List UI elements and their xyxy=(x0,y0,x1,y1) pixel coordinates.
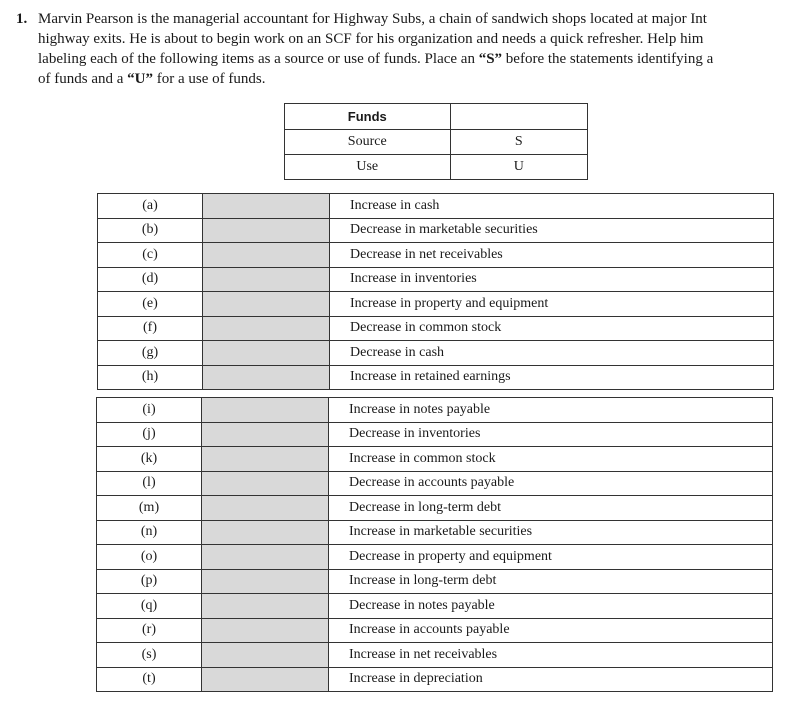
item-label: (n) xyxy=(97,520,202,545)
item-statement: Increase in property and equipment xyxy=(330,292,774,317)
table-row xyxy=(97,447,773,472)
table-row xyxy=(98,218,774,243)
answer-field[interactable] xyxy=(202,569,329,594)
question-line-3: labeling each of the following items as a source or use of funds. Place an “S” before the statements identifying a xyxy=(38,51,714,67)
table-row xyxy=(97,643,773,668)
item-statement: Increase in net receivables xyxy=(329,643,773,668)
table-row xyxy=(97,618,773,643)
legend-header: Funds xyxy=(285,104,451,130)
item-label: (e) xyxy=(98,292,203,317)
answer-field[interactable] xyxy=(203,316,330,341)
legend-code: S xyxy=(450,130,588,155)
item-label: (m) xyxy=(97,496,202,521)
table-row xyxy=(98,267,774,292)
answer-field[interactable] xyxy=(202,594,329,619)
legend-row-use xyxy=(285,155,588,180)
answer-field[interactable] xyxy=(202,447,329,472)
item-label: (h) xyxy=(98,365,203,390)
item-label: (s) xyxy=(97,643,202,668)
answer-field[interactable] xyxy=(202,618,329,643)
item-label: (p) xyxy=(97,569,202,594)
item-label: (r) xyxy=(97,618,202,643)
item-label: (t) xyxy=(97,667,202,692)
question-line-4: of funds and a “U” for a use of funds. xyxy=(38,71,266,87)
item-statement: Increase in common stock xyxy=(329,447,773,472)
table-row xyxy=(97,569,773,594)
legend-row-source xyxy=(285,130,588,155)
item-label: (f) xyxy=(98,316,203,341)
answer-field[interactable] xyxy=(203,341,330,366)
table-row xyxy=(98,341,774,366)
items-table-i-t xyxy=(96,397,773,692)
table-row xyxy=(97,667,773,692)
legend-header-blank xyxy=(450,104,588,130)
table-row xyxy=(97,545,773,570)
answer-field[interactable] xyxy=(202,496,329,521)
item-label: (o) xyxy=(97,545,202,570)
table-row xyxy=(98,194,774,219)
item-statement: Increase in long-term debt xyxy=(329,569,773,594)
table-row xyxy=(97,398,773,423)
table-row xyxy=(98,243,774,268)
answer-field[interactable] xyxy=(202,545,329,570)
answer-field[interactable] xyxy=(202,667,329,692)
item-label: (b) xyxy=(98,218,203,243)
answer-field[interactable] xyxy=(203,292,330,317)
item-statement: Increase in depreciation xyxy=(329,667,773,692)
answer-field[interactable] xyxy=(203,194,330,219)
legend-label: Source xyxy=(285,130,451,155)
funds-legend-table xyxy=(284,103,588,180)
legend-code: U xyxy=(450,155,588,180)
item-statement: Decrease in accounts payable xyxy=(329,471,773,496)
item-statement: Increase in marketable securities xyxy=(329,520,773,545)
item-statement: Decrease in common stock xyxy=(330,316,774,341)
answer-field[interactable] xyxy=(202,520,329,545)
item-label: (q) xyxy=(97,594,202,619)
item-statement: Increase in cash xyxy=(330,194,774,219)
legend-label: Use xyxy=(285,155,451,180)
item-statement: Decrease in long-term debt xyxy=(329,496,773,521)
item-label: (a) xyxy=(98,194,203,219)
item-statement: Increase in inventories xyxy=(330,267,774,292)
question-text xyxy=(16,9,797,89)
question-line-1: 1. Marvin Pearson is the managerial accountant for Highway Subs, a chain of sandwich shops located at major Int xyxy=(16,11,707,27)
item-statement: Decrease in cash xyxy=(330,341,774,366)
item-label: (c) xyxy=(98,243,203,268)
answer-field[interactable] xyxy=(202,643,329,668)
answer-field[interactable] xyxy=(202,422,329,447)
item-label: (d) xyxy=(98,267,203,292)
item-label: (l) xyxy=(97,471,202,496)
answer-field[interactable] xyxy=(203,365,330,390)
table-row xyxy=(97,520,773,545)
legend-header-row xyxy=(285,104,588,130)
item-statement: Decrease in notes payable xyxy=(329,594,773,619)
table-row xyxy=(98,365,774,390)
answer-field[interactable] xyxy=(203,218,330,243)
item-statement: Decrease in marketable securities xyxy=(330,218,774,243)
item-statement: Decrease in property and equipment xyxy=(329,545,773,570)
answer-field[interactable] xyxy=(202,398,329,423)
table-row xyxy=(98,316,774,341)
table-row xyxy=(97,594,773,619)
item-statement: Decrease in net receivables xyxy=(330,243,774,268)
item-statement: Decrease in inventories xyxy=(329,422,773,447)
question-number: 1. xyxy=(16,11,28,27)
answer-field[interactable] xyxy=(203,243,330,268)
answer-field[interactable] xyxy=(202,471,329,496)
table-row xyxy=(97,471,773,496)
item-statement: Increase in accounts payable xyxy=(329,618,773,643)
table-row xyxy=(98,292,774,317)
item-label: (j) xyxy=(97,422,202,447)
answer-field[interactable] xyxy=(203,267,330,292)
table-row xyxy=(97,496,773,521)
item-statement: Increase in retained earnings xyxy=(330,365,774,390)
item-label: (k) xyxy=(97,447,202,472)
items-table-a-h xyxy=(97,193,774,390)
item-label: (i) xyxy=(97,398,202,423)
table-row xyxy=(97,422,773,447)
item-label: (g) xyxy=(98,341,203,366)
question-line-2: highway exits. He is about to begin work on an SCF for his organization and needs a quick refresher. Help him xyxy=(38,31,704,47)
item-statement: Increase in notes payable xyxy=(329,398,773,423)
